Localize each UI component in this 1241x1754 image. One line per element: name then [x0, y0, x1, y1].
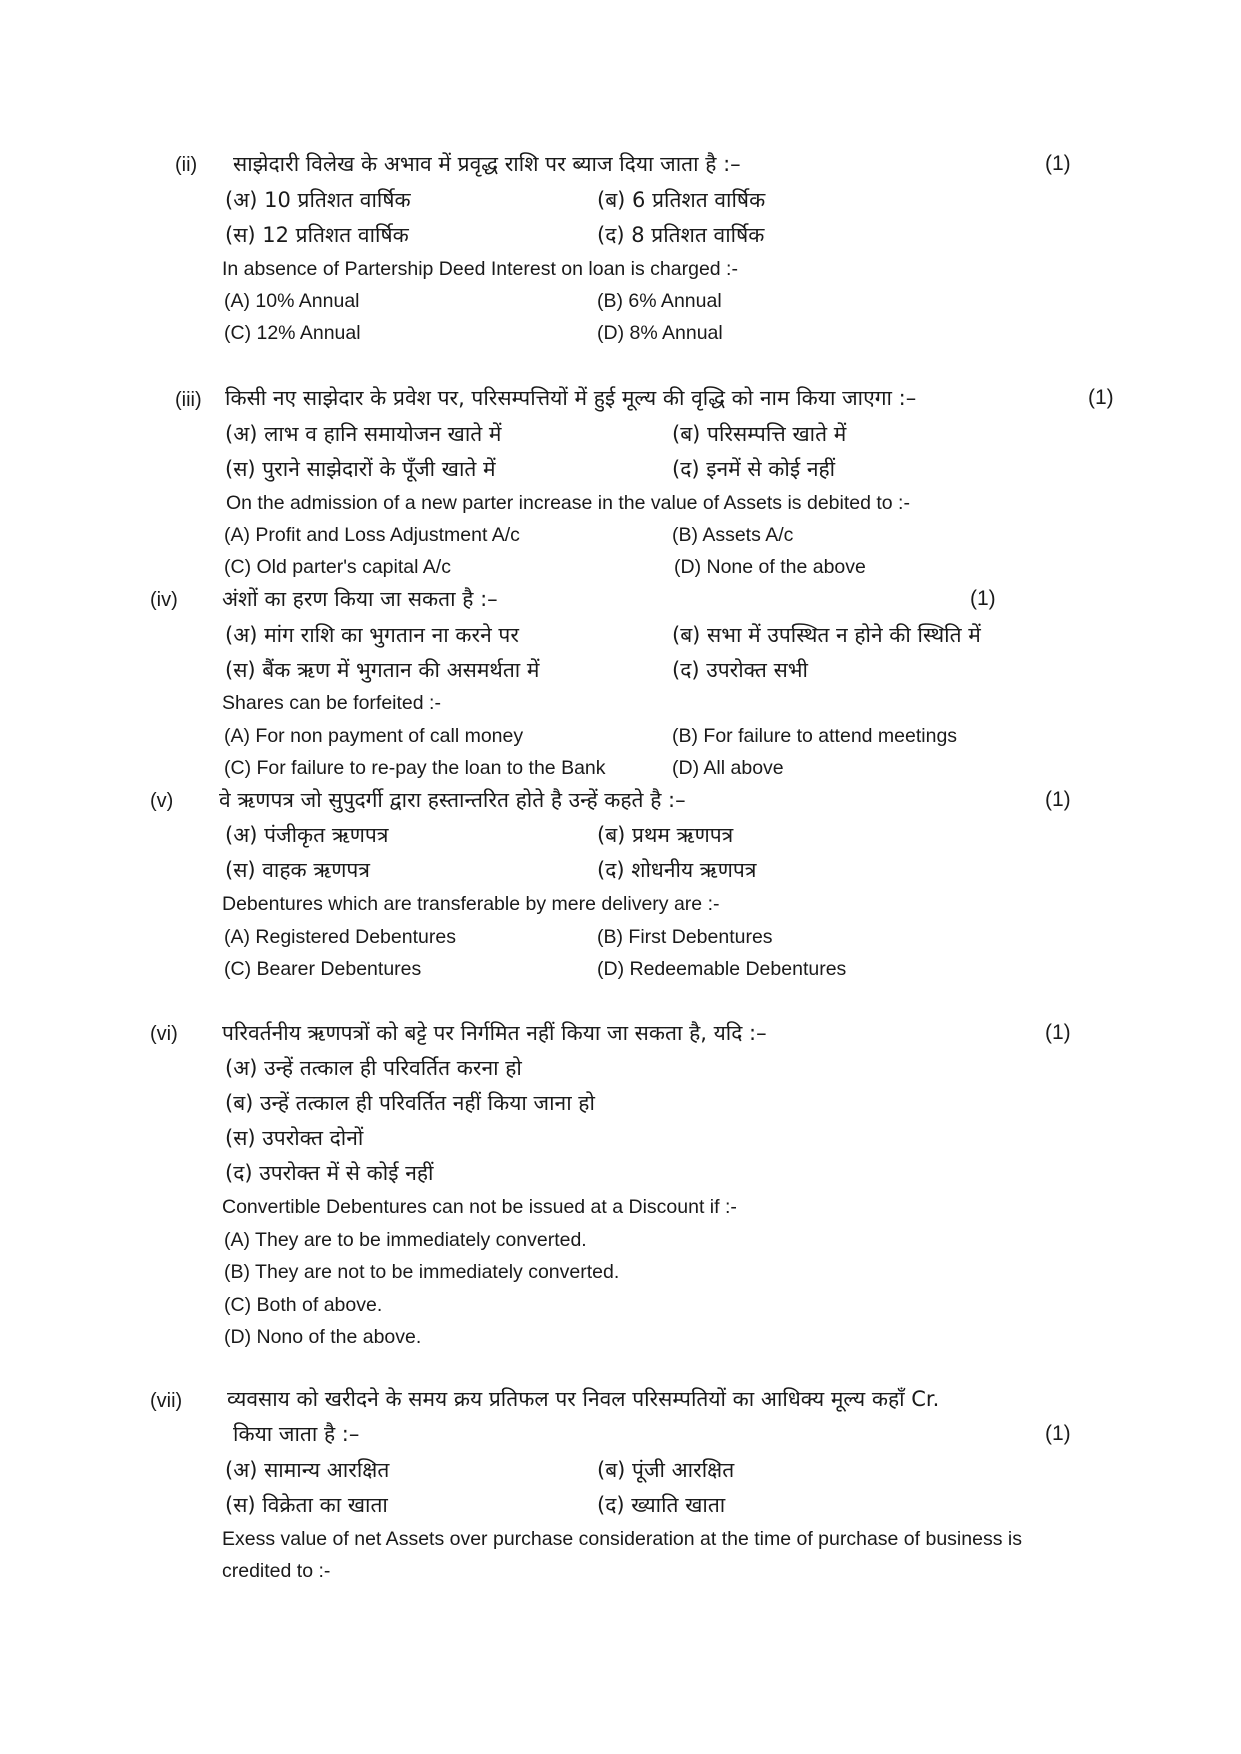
option-english-a: (A) Profit and Loss Adjustment A/c [224, 524, 520, 546]
question-number: (v) [150, 790, 174, 812]
option-hindi-c: (स) पुराने साझेदारों के पूँजी खाते में [225, 457, 496, 481]
option-hindi-d: (द) 8 प्रतिशत वार्षिक [597, 223, 765, 247]
option-hindi-a: (अ) मांग राशि का भुगतान ना करने पर [225, 623, 519, 647]
question-text-hindi: वे ऋणपत्र जो सुपुदर्गी द्वारा हस्तान्तरित होते है उन्हें कहते है :– [219, 788, 686, 812]
option-hindi-d: (द) ख्याति खाता [597, 1493, 726, 1517]
question-text-hindi: व्यवसाय को खरीदने के समय क्रय प्रतिफल पर निवल परिसम्पतियों का आधिक्य मूल्य कहाँ Cr. [227, 1387, 940, 1411]
option-hindi-b: (ब) 6 प्रतिशत वार्षिक [597, 188, 766, 212]
option-english-c: (C) Bearer Debentures [224, 958, 422, 980]
option-hindi-b: (ब) परिसम्पत्ति खाते में [672, 422, 847, 446]
question-text-hindi: साझेदारी विलेख के अभाव में प्रवृद्ध राशि पर ब्याज दिया जाता है :– [233, 152, 741, 176]
question-text-hindi: परिवर्तनीय ऋणपत्रों को बट्टे पर निर्गमित नहीं किया जा सकता है, यदि :– [222, 1021, 767, 1045]
question-text-english: Debentures which are transferable by mere delivery are :- [222, 893, 720, 915]
option-english-d: (D) Redeemable Debentures [597, 958, 847, 980]
question-number: (iv) [150, 589, 178, 611]
option-hindi-a: (अ) लाभ व हानि समायोजन खाते में [225, 422, 502, 446]
option-hindi-a: (अ) 10 प्रतिशत वार्षिक [225, 188, 411, 212]
marks: (1) [1045, 152, 1071, 175]
option-english-d: (D) None of the above [674, 556, 866, 578]
option-hindi-b: (ब) पूंजी आरक्षित [597, 1458, 735, 1482]
option-english-a: (A) For non payment of call money [224, 725, 524, 747]
question-number: (vi) [150, 1023, 178, 1045]
marks: (1) [1088, 386, 1114, 409]
marks: (1) [1045, 788, 1071, 811]
option-hindi-b: (ब) उन्हें तत्काल ही परिवर्तित नहीं किया जाना हो [225, 1091, 595, 1115]
option-english-c: (C) For failure to re-pay the loan to the Bank [224, 757, 606, 779]
option-hindi-b: (ब) प्रथम ऋणपत्र [597, 823, 734, 847]
option-english-c: (C) Both of above. [224, 1294, 383, 1316]
option-hindi-c: (स) 12 प्रतिशत वार्षिक [225, 223, 409, 247]
option-english-b: (B) They are not to be immediately converted. [224, 1261, 620, 1283]
option-hindi-c: (स) विक्रेता का खाता [225, 1493, 388, 1517]
option-hindi-c: (स) बैंक ऋण में भुगतान की असमर्थता में [225, 658, 540, 682]
option-english-d: (D) All above [672, 757, 784, 779]
option-hindi-a: (अ) सामान्य आरक्षित [225, 1458, 390, 1482]
option-english-a: (A) 10% Annual [224, 290, 360, 312]
option-english-c: (C) 12% Annual [224, 322, 361, 344]
marks: (1) [1045, 1422, 1071, 1445]
option-hindi-d: (द) उपरोक्त में से कोई नहीं [225, 1161, 434, 1185]
question-text-english: Convertible Debentures can not be issued at a Discount if :- [222, 1196, 737, 1218]
option-english-b: (B) First Debentures [597, 926, 773, 948]
option-hindi-d: (द) उपरोक्त सभी [672, 658, 808, 682]
option-english-a: (A) They are to be immediately converted. [224, 1229, 587, 1251]
option-hindi-c: (स) वाहक ऋणपत्र [225, 858, 370, 882]
question-number: (vii) [150, 1390, 183, 1412]
option-hindi-d: (द) इनमें से कोई नहीं [672, 457, 836, 481]
question-text-english: Exess value of net Assets over purchase consideration at the time of purchase of business is [222, 1528, 1022, 1550]
question-number: (iii) [175, 389, 202, 411]
option-english-d: (D) Nono of the above. [224, 1326, 422, 1348]
option-hindi-a: (अ) पंजीकृत ऋणपत्र [225, 823, 389, 847]
option-hindi-b: (ब) सभा में उपस्थित न होने की स्थिति में [672, 623, 981, 647]
option-hindi-c: (स) उपरोक्त दोनों [225, 1126, 364, 1150]
question-number: (ii) [175, 154, 198, 176]
question-text-english: On the admission of a new parter increase in the value of Assets is debited to :- [226, 492, 910, 514]
option-english-b: (B) Assets A/c [672, 524, 794, 546]
question-text-english: Shares can be forfeited :- [222, 692, 441, 714]
question-text-english: In absence of Partership Deed Interest on loan is charged :- [222, 258, 738, 280]
option-english-a: (A) Registered Debentures [224, 926, 456, 948]
option-english-b: (B) For failure to attend meetings [672, 725, 958, 747]
marks: (1) [970, 587, 996, 610]
question-text-hindi: किसी नए साझेदार के प्रवेश पर, परिसम्पत्तियों में हुई मूल्य की वृद्धि को नाम किया जाएगा :– [225, 386, 917, 410]
question-text-hindi: अंशों का हरण किया जा सकता है :– [222, 587, 498, 611]
option-english-c: (C) Old parter's capital A/c [224, 556, 451, 578]
marks: (1) [1045, 1021, 1071, 1044]
option-hindi-a: (अ) उन्हें तत्काल ही परिवर्तित करना हो [225, 1056, 522, 1080]
option-english-b: (B) 6% Annual [597, 290, 722, 312]
option-english-d: (D) 8% Annual [597, 322, 723, 344]
question-text-english-continued: credited to :- [222, 1560, 331, 1582]
option-hindi-d: (द) शोधनीय ऋणपत्र [597, 858, 757, 882]
question-text-hindi-continued: किया जाता है :– [233, 1422, 360, 1446]
